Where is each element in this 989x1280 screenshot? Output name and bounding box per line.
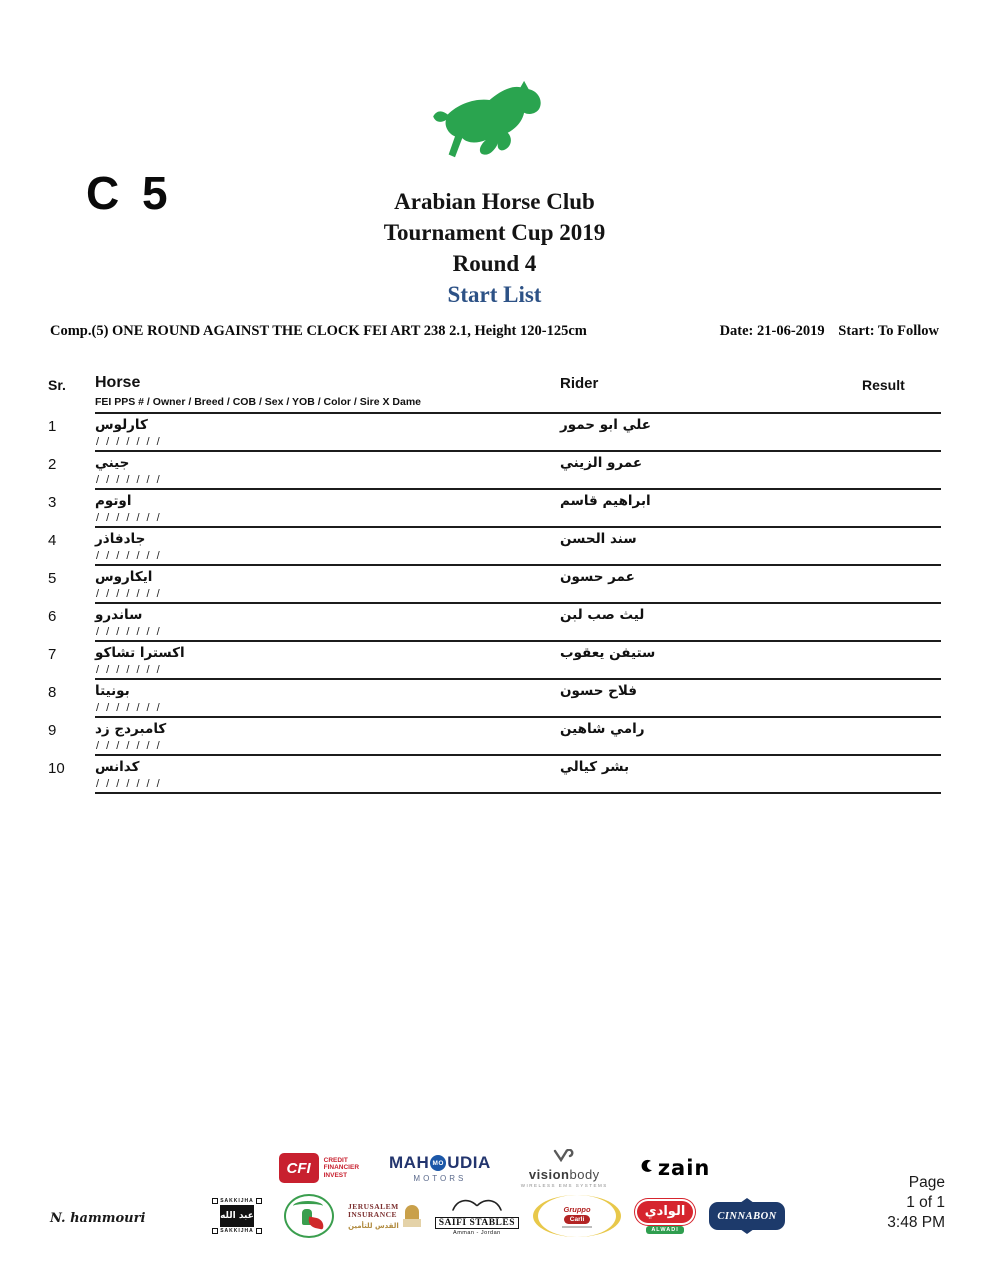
emblem-cape-icon xyxy=(307,1216,325,1229)
horse-name: بونيتا xyxy=(95,683,130,699)
sponsor-cinnabon-logo: CINNABON xyxy=(709,1202,785,1230)
cfi-line2: FINANCIER xyxy=(323,1164,360,1172)
rider-name: ليث صب لبن xyxy=(560,607,645,623)
page-label: Page xyxy=(908,1174,945,1191)
print-time: 3:48 PM xyxy=(887,1214,945,1231)
table-header xyxy=(48,374,941,414)
row-number: 2 xyxy=(48,456,57,473)
visionbody-tagline: WIRELESS EMS SYSTEMS xyxy=(520,1182,608,1188)
column-header-sr: Sr. xyxy=(48,377,66,393)
row-number: 1 xyxy=(48,418,57,435)
horse-detail-line: / / / / / / / xyxy=(96,740,162,752)
horse-name: اوتوم xyxy=(95,493,132,509)
rider-name: بشر كيالي xyxy=(560,759,630,775)
cfi-icon: CFI xyxy=(279,1153,319,1183)
saifi-wordmark: SAIFI STABLES xyxy=(435,1217,519,1229)
zain-wordmark: zain xyxy=(657,1156,711,1180)
table-row xyxy=(48,604,941,642)
gruppo-label: Gruppo xyxy=(563,1204,591,1214)
visionbody-light: body xyxy=(569,1166,600,1182)
sponsor-jerusalem-insurance-logo xyxy=(348,1203,421,1230)
sponsor-cfi-logo xyxy=(279,1153,359,1183)
document-titles xyxy=(0,186,989,310)
row-number: 8 xyxy=(48,684,57,701)
table-row xyxy=(48,680,941,718)
saifi-location: Amman - Jordan xyxy=(453,1230,501,1236)
sponsor-mahmoudia-logo xyxy=(389,1153,491,1183)
jumping-horse-icon xyxy=(430,80,560,180)
horse-heads-icon xyxy=(449,1196,505,1212)
sakkijha-kufic-icon xyxy=(220,1205,254,1227)
row-number: 10 xyxy=(48,760,65,777)
date-start-info xyxy=(710,323,939,340)
page-number: 1 of 1 xyxy=(906,1194,945,1211)
sponsor-row-bottom xyxy=(0,1192,989,1240)
square-ornament-icon xyxy=(212,1228,218,1234)
horse-detail-line: / / / / / / / xyxy=(96,626,162,638)
horse-detail-line: / / / / / / / xyxy=(96,436,162,448)
sponsor-visionbody-logo xyxy=(521,1149,608,1188)
table-row xyxy=(48,756,941,794)
zain-swirl-icon xyxy=(638,1157,656,1179)
competition-info-row xyxy=(50,323,939,340)
horse-name: جيني xyxy=(95,455,130,471)
jerusalem-arabic: القدس للتأمين xyxy=(348,1221,399,1230)
mahmoudia-motors-label: MOTORS xyxy=(413,1174,467,1183)
sponsor-alwadi-logo xyxy=(635,1199,695,1234)
sponsor-gruppo-carli-logo xyxy=(533,1195,621,1237)
visionbody-bold: vision xyxy=(528,1166,570,1182)
jerusalem-line1: JERUSALEM xyxy=(347,1201,399,1211)
horse-detail-line: / / / / / / / xyxy=(96,550,162,562)
cfi-line3: INVEST xyxy=(323,1171,348,1179)
column-header-result: Result xyxy=(862,377,905,393)
row-number: 3 xyxy=(48,494,57,511)
table-row xyxy=(48,566,941,604)
sponsor-sakkijha-logo xyxy=(204,1198,270,1234)
mahmoudia-circle-icon: MO xyxy=(430,1155,446,1171)
date-label: Date: 21-06-2019 xyxy=(719,323,825,339)
rider-name: رامي شاهين xyxy=(560,721,645,737)
rider-name: عمرو الزيني xyxy=(560,455,643,471)
sakkijha-name-top: SAKKIJHA xyxy=(220,1198,254,1204)
horse-name: جادفاذر xyxy=(95,531,146,547)
square-ornament-icon xyxy=(212,1198,218,1204)
sakkijha-bottom-label xyxy=(204,1228,270,1234)
horse-detail-line: / / / / / / / xyxy=(96,702,162,714)
horse-name: كامبردج زد xyxy=(95,721,167,737)
sponsor-mascot-emblem-logo xyxy=(284,1194,334,1238)
jerusalem-wordmark xyxy=(348,1203,399,1230)
page-info xyxy=(887,1173,945,1233)
class-label: C 5 xyxy=(86,167,173,219)
sakkijha-name-bottom: SAKKIJHA xyxy=(220,1228,254,1234)
horse-name: كارلوس xyxy=(95,417,148,433)
row-number: 4 xyxy=(48,532,57,549)
sponsor-row-top xyxy=(0,1146,989,1190)
table-row xyxy=(48,452,941,490)
gruppo-fine-print-bar xyxy=(562,1226,592,1228)
row-number: 6 xyxy=(48,608,57,625)
signature: N. hammouri xyxy=(50,1211,146,1226)
horse-name: اكسترا تشاكو xyxy=(95,645,185,661)
start-list-table xyxy=(48,374,941,794)
rider-name: ستيفن يعقوب xyxy=(560,645,656,661)
rider-name: سند الحسن xyxy=(560,531,637,547)
square-ornament-icon xyxy=(256,1228,262,1234)
mahmoudia-pre: MAH xyxy=(389,1153,430,1172)
column-header-rider: Rider xyxy=(560,375,599,392)
horse-detail-line: / / / / / / / xyxy=(96,664,162,676)
alwadi-arabic-wordmark: الوادي xyxy=(635,1199,695,1225)
horse-detail-line: / / / / / / / xyxy=(96,474,162,486)
alwadi-latin-badge: ALWADI xyxy=(646,1226,684,1234)
row-number: 7 xyxy=(48,646,57,663)
table-row xyxy=(48,490,941,528)
square-ornament-icon xyxy=(256,1198,262,1204)
sponsor-saifi-stables-logo xyxy=(435,1196,519,1236)
horse-detail-line: / / / / / / / xyxy=(96,512,162,524)
rider-name: عمر حسون xyxy=(560,569,635,585)
jerusalem-line2: INSURANCE xyxy=(347,1210,398,1219)
competition-description: Comp.(5) ONE ROUND AGAINST THE CLOCK FEI ART 238 2.1, Height 120-125cm xyxy=(50,323,587,339)
row-number: 5 xyxy=(48,570,57,587)
horse-detail-line: / / / / / / / xyxy=(96,588,162,600)
tournament-name: Tournament Cup 2019 xyxy=(383,220,606,245)
club-logo xyxy=(430,80,560,180)
table-subheader: FEI PPS # / Owner / Breed / COB / Sex / YOB / Color / Sire X Dame xyxy=(95,393,941,414)
table-row xyxy=(48,642,941,680)
table-row xyxy=(48,414,941,452)
horse-name: ايكاروس xyxy=(95,569,153,585)
list-title: Start List xyxy=(447,282,542,307)
start-label: Start: To Follow xyxy=(838,323,939,339)
row-number: 9 xyxy=(48,722,57,739)
horse-name: كدانس xyxy=(95,759,140,775)
mahmoudia-post: UDIA xyxy=(447,1153,491,1172)
round-label: Round 4 xyxy=(452,251,537,276)
visionbody-check-icon xyxy=(553,1149,575,1162)
carli-oval-label: Carli xyxy=(564,1215,590,1224)
dome-icon xyxy=(403,1203,421,1229)
club-name: Arabian Horse Club xyxy=(394,189,595,214)
sakkijha-top-label xyxy=(204,1198,270,1204)
table-row xyxy=(48,528,941,566)
column-header-horse: Horse xyxy=(95,374,141,391)
table-row xyxy=(48,718,941,756)
horse-name: ساندرو xyxy=(95,607,143,623)
sakkijha-arabic: عبد الله xyxy=(220,1211,254,1221)
sponsor-zain-logo xyxy=(638,1156,711,1180)
cfi-line1: CREDIT xyxy=(323,1156,348,1164)
rider-name: علي ابو حمور xyxy=(560,417,651,433)
mahmoudia-wordmark xyxy=(389,1153,491,1173)
cfi-wordmark xyxy=(324,1157,359,1180)
visionbody-wordmark xyxy=(521,1167,608,1182)
horse-detail-line: / / / / / / / xyxy=(96,778,162,790)
rider-name: فلاح حسون xyxy=(560,683,637,699)
rider-name: ابراهيم قاسم xyxy=(560,493,651,509)
